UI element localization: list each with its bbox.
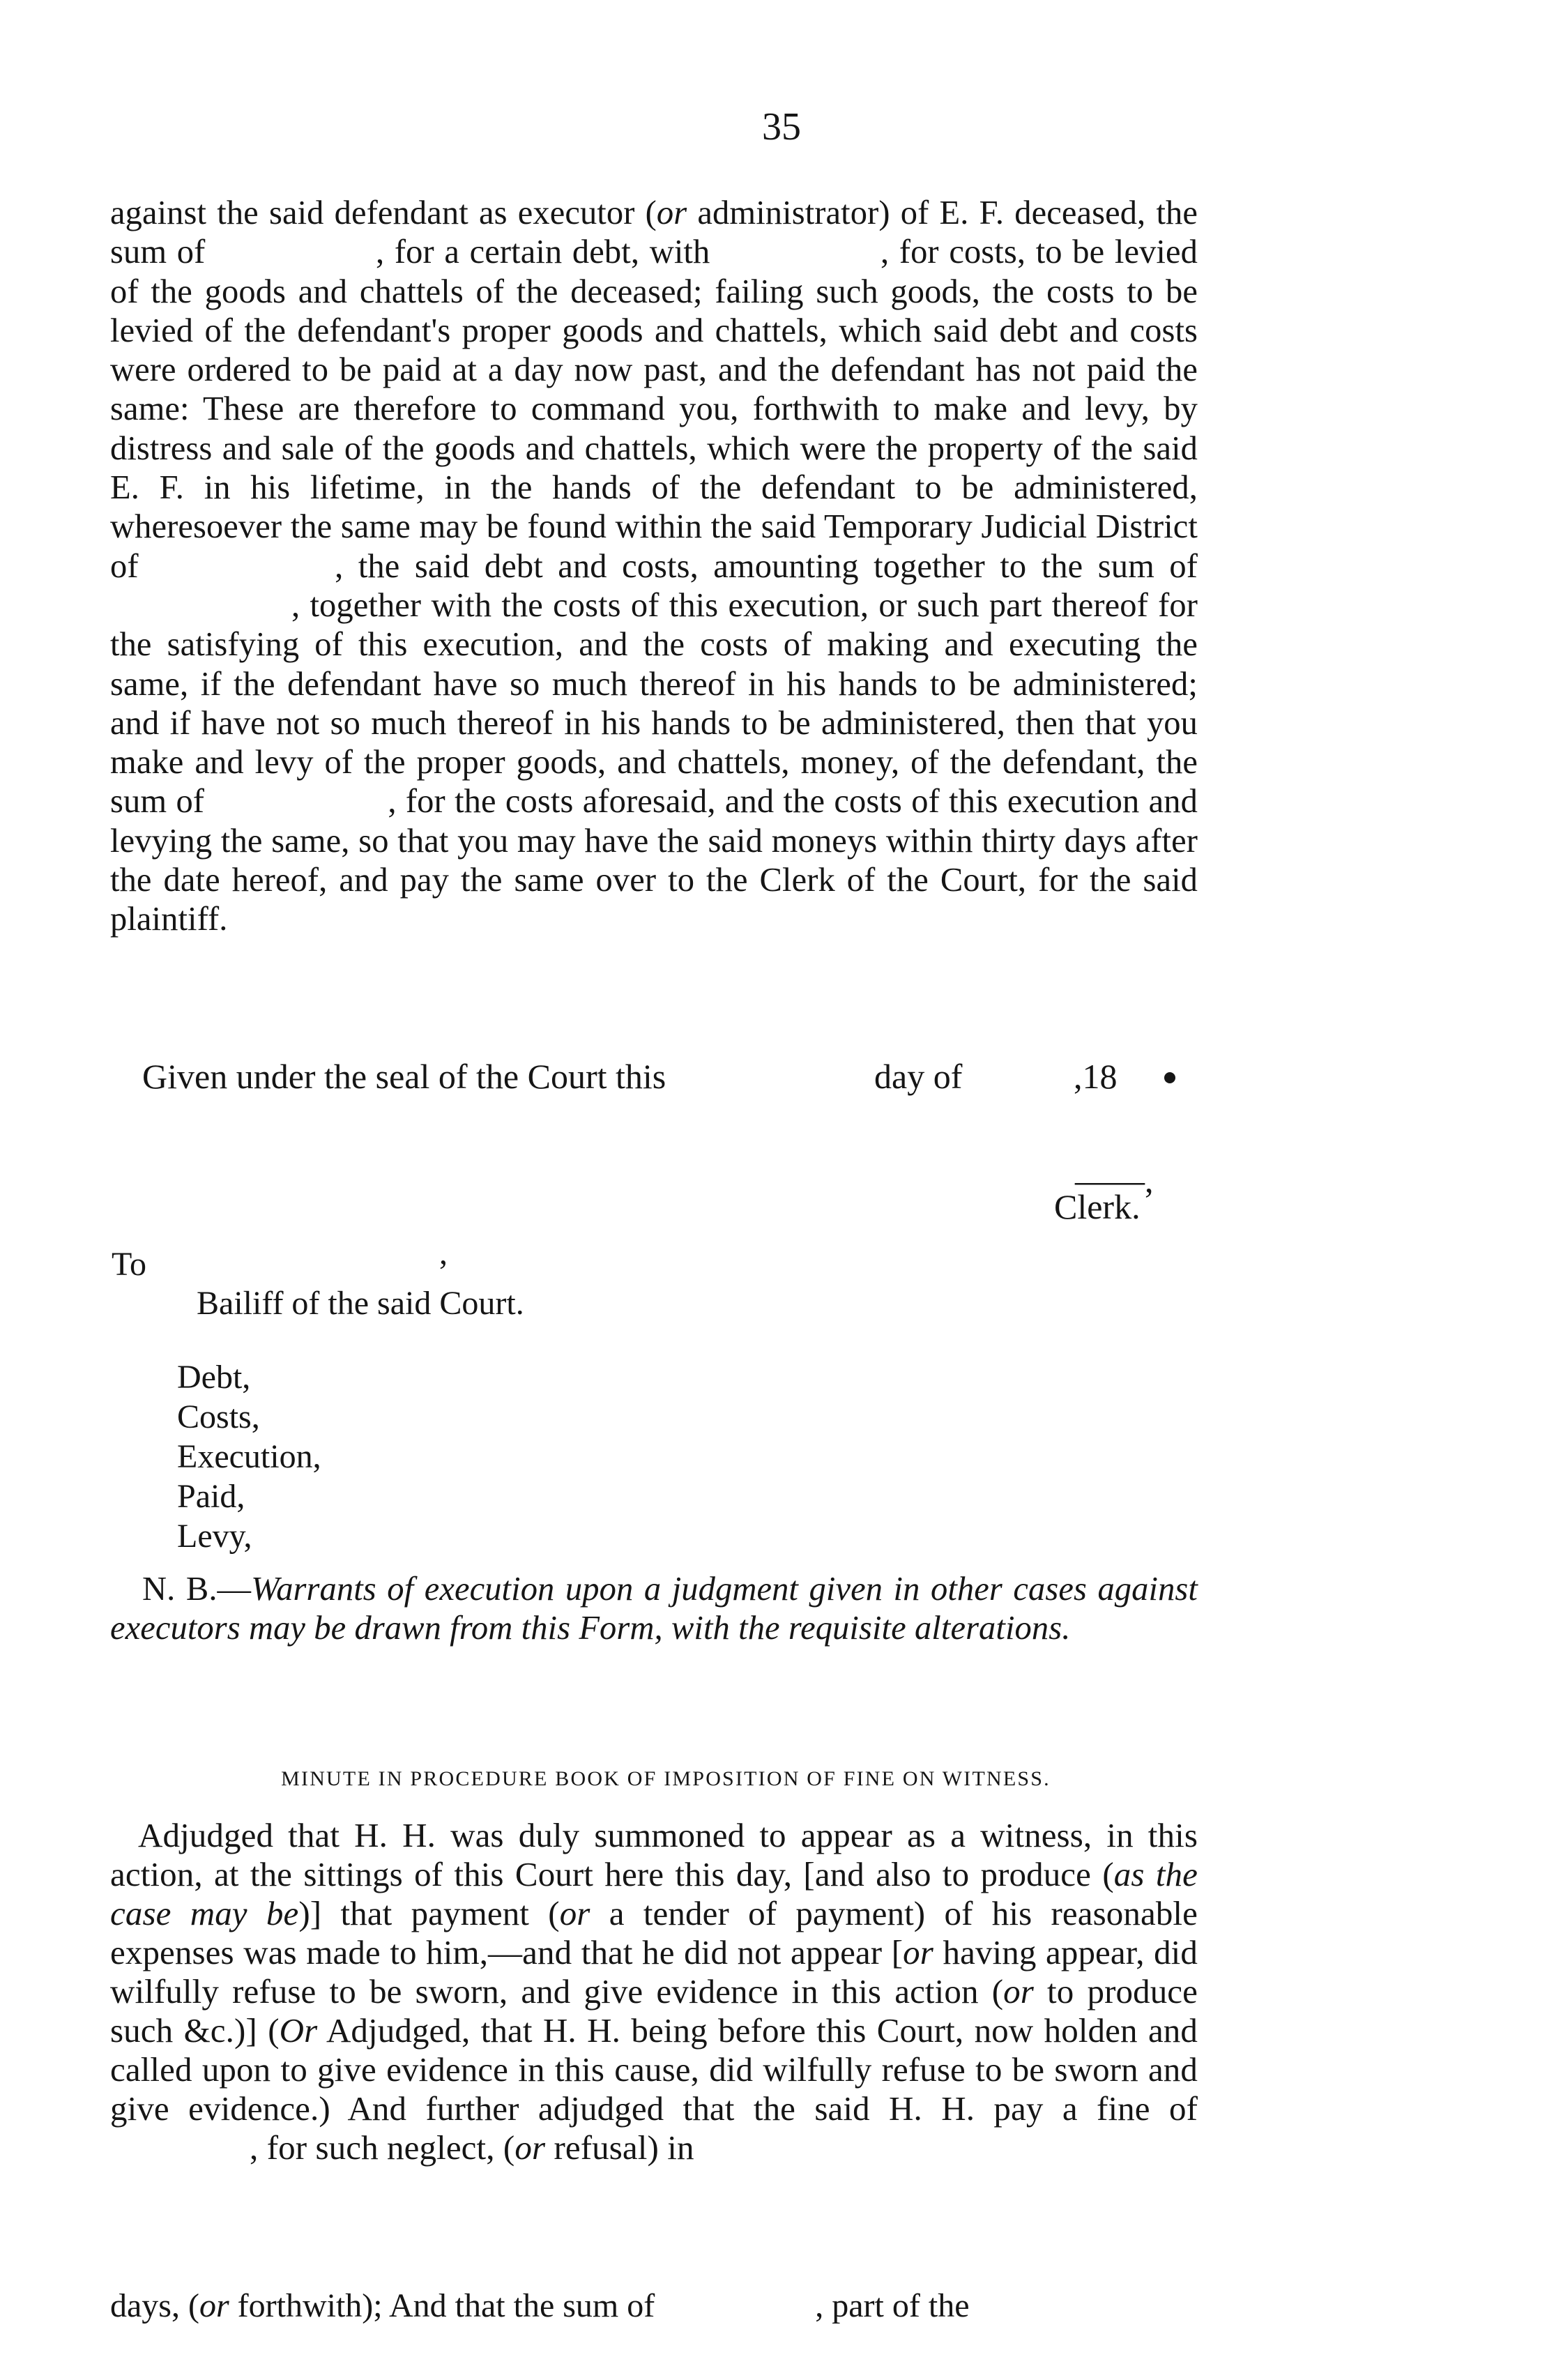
- writ-seg3: , for a certain debt, with: [376, 234, 710, 271]
- nota-bene-note: [110, 1570, 1198, 1649]
- writ-seg6: , together with the costs of this execution, or such part thereof for the satisfying of this execution, and the costs of making and executing the same, if the defendant have so much thereof in his hands to be administered; and if have not so much thereof in his hands to be administered, then that you make and levy of the proper goods, and chattels, money, of the defendant, the sum of: [110, 586, 1198, 821]
- writ-seg2: administrator) of E. F. deceased, the sum of: [110, 194, 1198, 271]
- amount-item: Levy,: [177, 1518, 252, 1555]
- writ-seg1: against the said defendant as executor (: [110, 194, 657, 231]
- minute-t3-em: or: [903, 1933, 933, 1971]
- addressee-to: To: [112, 1246, 146, 1283]
- minute-t6: Adjudged, that H. H. being before this Court, now holden and called upon to give evidence in this cause, did wilfully refuse to be sworn and give evidence.) And further adjudged that the said H. H. pay a fine of: [110, 2011, 1198, 2128]
- amount-item: Execution,: [177, 1438, 321, 1475]
- signature-dash: ——,: [1075, 1161, 1154, 1200]
- minute-t1: Adjudged that H. H. was duly summoned to appear as a witness, in this action, at the sittings of this Court here this day, [and also to produce (: [110, 1816, 1198, 1893]
- minute-body-text: [110, 1816, 1198, 2167]
- minute-t1-em: as the case may be: [110, 1855, 1198, 1932]
- writ-seg4: , for costs, to be levied of the goods and chattels of the deceased; failing such goods, the costs to be levied of the defendant's proper goods and chattels, which said debt and costs were ordered to be paid at a day now past, and the defendant has not paid the same: These are therefore to command you, forthwith to make and levy, by distress and sale of the goods and chattels, which were the property of the said E. F. in his lifetime, in the hands of the defendant to be administered, wheresoever the same may be found within the said Temporary Judicial District of: [110, 234, 1198, 585]
- note-prefix: N. B.—: [142, 1571, 252, 1608]
- minute-t2: )] that payment (: [298, 1894, 560, 1932]
- bullet-mark: [1164, 1072, 1175, 1083]
- minute-t3: a tender of payment) of his reasonable expenses was made to him,—and that he did not appear [: [110, 1894, 1198, 1971]
- page-number: 35: [762, 105, 801, 148]
- minute-t7-em: or: [514, 2128, 546, 2167]
- minute-t10: forthwith); And that the sum of: [229, 2287, 655, 2324]
- minute-t4-em: or: [1003, 1972, 1034, 2011]
- given-text: Given under the seal of the Court this: [142, 1057, 666, 1096]
- minute-t7: , for such neglect, (: [250, 2128, 515, 2167]
- bailiff-line: Bailiff of the said Court.: [197, 1285, 524, 1322]
- clerk-signature: Clerk.: [1054, 1187, 1141, 1226]
- note-text: Warrants of execution upon a judgment given in other cases against executors may be drawn from this Form, with the requisite alterations.: [110, 1571, 1198, 1647]
- writ-body-text: [110, 194, 1198, 940]
- minute-last-line: [110, 2287, 970, 2325]
- writ-seg5: , the said debt and costs, amounting together to the sum of: [335, 547, 1198, 585]
- addressee-comma: ,: [439, 1235, 448, 1272]
- writ-seg7: , for the costs aforesaid, and the costs of this execution and levying the same, so that you may have the said moneys within thirty days after the date hereof, and pay the same over to the Clerk of the Court, for the said plaintiff.: [110, 783, 1198, 938]
- minute-t4: having appear, did wilfully refuse to be sworn, and give evidence in this action (: [110, 1933, 1198, 2011]
- minute-t2-em: or: [559, 1894, 590, 1932]
- section-heading: MINUTE IN PROCEDURE BOOK OF IMPOSITION OF FINE ON WITNESS.: [281, 1767, 1051, 1790]
- given-year: ,18: [1074, 1057, 1118, 1096]
- minute-t9: days, (: [110, 2287, 199, 2324]
- minute-t5: to produce such &c.)] (: [110, 1972, 1198, 2050]
- given-day-of: day of: [874, 1057, 963, 1096]
- minute-t8: refusal) in: [545, 2128, 694, 2167]
- minute-t11: , part of the: [815, 2287, 970, 2324]
- minute-t5-em: Or: [279, 2011, 318, 2050]
- amount-item: Costs,: [177, 1398, 260, 1435]
- writ-seg1-or: or: [656, 194, 687, 231]
- amount-item: Debt,: [177, 1359, 251, 1396]
- amounts-list: [177, 1357, 321, 1556]
- minute-t9-em: or: [199, 2287, 229, 2324]
- amount-item: Paid,: [177, 1478, 245, 1515]
